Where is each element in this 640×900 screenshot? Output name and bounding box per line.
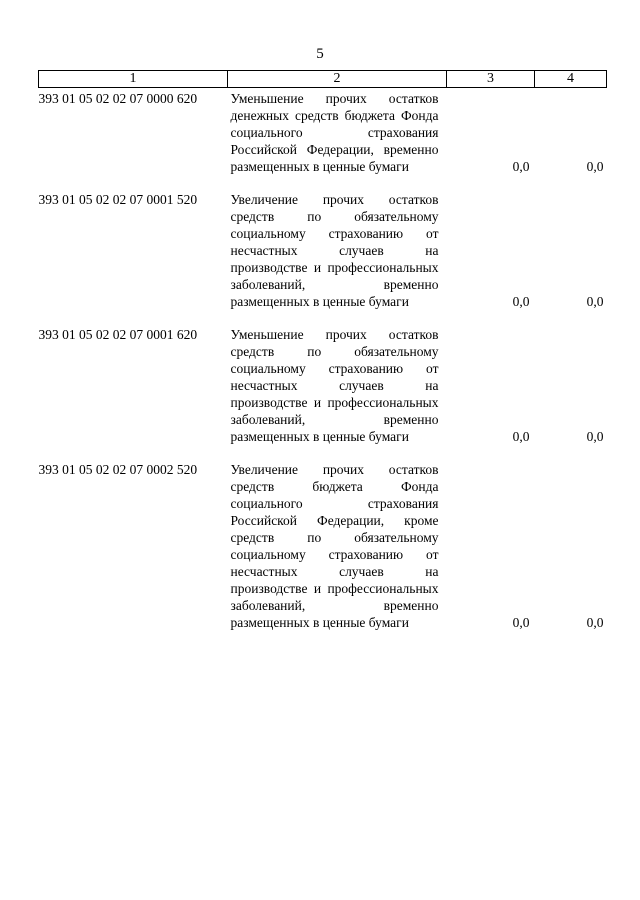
table-row [39, 326, 607, 461]
table-header-row [39, 71, 607, 88]
header-col-2: 2 [228, 71, 447, 88]
row-value-col4: 0,0 [586, 429, 604, 444]
table-row [39, 191, 607, 326]
header-col-1: 1 [39, 71, 228, 88]
row-value-col4: 0,0 [586, 294, 604, 309]
row-value-col3: 0,0 [512, 429, 530, 444]
row-value-col4: 0,0 [586, 159, 604, 174]
header-col-4: 4 [535, 71, 607, 88]
table-row [39, 88, 607, 192]
table-row [39, 461, 607, 647]
row-code: 393 01 05 02 02 07 0001 520 [38, 192, 198, 207]
row-code: 393 01 05 02 02 07 0001 620 [38, 327, 198, 342]
row-value-col3: 0,0 [512, 615, 530, 630]
row-code: 393 01 05 02 02 07 0000 620 [38, 91, 198, 106]
header-col-3: 3 [447, 71, 535, 88]
page-number: 5 [316, 46, 324, 62]
row-description: Уменьшение прочих остатков денежных средств бюджета Фонда социального страхования Российской Федерации, временно размещенных в ценные бумаги [230, 91, 439, 174]
row-value-col3: 0,0 [512, 294, 530, 309]
row-code: 393 01 05 02 02 07 0002 520 [38, 462, 198, 477]
row-value-col3: 0,0 [512, 159, 530, 174]
row-description: Увеличение прочих остатков средств бюджета Фонда социального страхования Российской Федерации, кроме средств по обязательному социальному страхованию от несчастных случаев на производстве и профессиональных заболеваний, временно размещенных в ценные бумаги [230, 462, 439, 630]
row-description: Уменьшение прочих остатков средств по обязательному социальному страхованию от несчастных случаев на производстве и профессиональных заболеваний, временно размещенных в ценные бумаги [230, 327, 439, 444]
row-description: Увеличение прочих остатков средств по обязательному социальному страхованию от несчастных случаев на производстве и профессиональных заболеваний, временно размещенных в ценные бумаги [230, 192, 439, 309]
budget-table [38, 70, 607, 647]
row-value-col4: 0,0 [586, 615, 604, 630]
